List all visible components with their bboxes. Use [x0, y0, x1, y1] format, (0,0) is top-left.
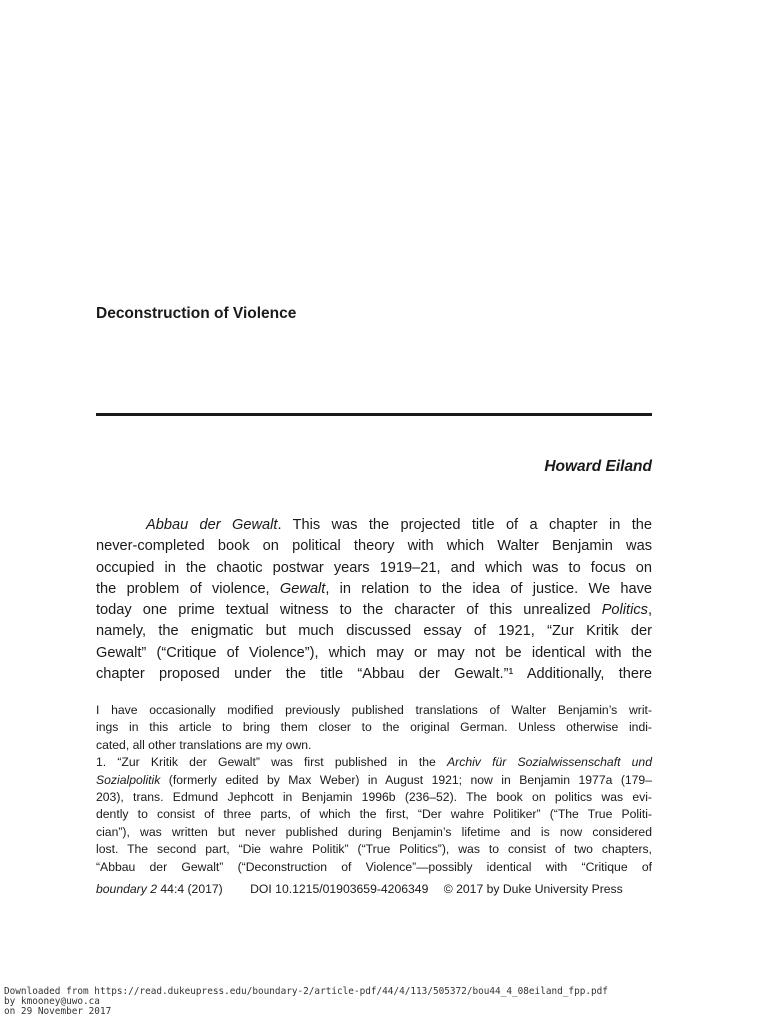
note-line — [96, 841, 652, 858]
text-run: , — [647, 602, 652, 619]
download-url-line: Downloaded from https://read.dukeupress.edu/boundary-2/article-pdf/44/4/113/505372/bou44_4_08eiland_fpp.pdf — [4, 986, 608, 997]
text-run: 203), trans. Edmund Jephcott in Benjamin 1996b (236–52). The book on politics was evi- — [96, 790, 652, 805]
doi-text: DOI 10.1215/01903659-4206349 — [250, 882, 429, 896]
text-run: Sozialpolitik — [96, 772, 161, 787]
journal-footer — [96, 882, 635, 896]
text-run: Abbau der Gewalt — [146, 517, 278, 533]
body-line — [96, 558, 652, 579]
footnotes — [96, 702, 652, 876]
text-run: Politics — [601, 602, 648, 619]
text-run: lost. The second part, “Die wahre Politik” (“True Politics”), was to consist of two chapters, — [96, 842, 652, 857]
body-line — [96, 536, 652, 557]
author-name: Howard Eiland — [544, 458, 652, 475]
text-run: , in relation to the idea of justice. We have — [325, 580, 652, 597]
note-line — [96, 859, 652, 876]
note-line — [96, 772, 652, 789]
text-run: Gewalt” (“Critique of Violence”), which may or may not be identical with the — [96, 644, 652, 661]
note-line — [96, 719, 652, 736]
download-date-line: on 29 November 2017 — [4, 1006, 112, 1018]
text-run: chapter proposed under the title “Abbau der Gewalt.”¹ Additionally, there — [96, 666, 652, 683]
title-rule — [96, 413, 652, 416]
note-line — [96, 806, 652, 823]
download-user-line: by kmooney@uwo.ca — [4, 996, 100, 1008]
body-line — [96, 600, 652, 621]
text-run: . This was the projected title of a chapter in the — [277, 517, 652, 533]
body-line — [96, 643, 652, 664]
text-run: I have occasionally modified previously published translations of Walter Benjamin’s writ- — [96, 703, 652, 717]
text-run: never-completed book on political theory with which Walter Benjamin was — [96, 538, 652, 555]
text-run: Archiv für Sozialwissenschaft und — [447, 755, 652, 770]
note-line — [96, 824, 652, 841]
text-run: ings in this article to bring them closer to the original German. Unless otherwise indi- — [96, 720, 652, 735]
text-run: cated, all other translations are my own. — [96, 737, 312, 752]
text-run: 1. “Zur Kritik der Gewalt” was first published in the — [96, 755, 448, 770]
text-run: occupied in the chaotic postwar years 1919–21, and which was to focus on — [96, 559, 652, 576]
text-run: today one prime textual witness to the character of this unrealized — [96, 602, 602, 619]
text-run: (formerly edited by Max Weber) in August 1921; now in Benjamin 1977a (179– — [160, 772, 652, 787]
journal-issue: 44:4 (2017) — [157, 882, 223, 896]
note-line — [96, 702, 652, 719]
text-run: Gewalt — [279, 580, 326, 597]
note-line — [96, 737, 652, 754]
body-line — [96, 621, 652, 642]
article-title: Deconstruction of Violence — [96, 305, 297, 322]
text-run: dently to consist of three parts, of which the first, “Der wahre Politiker” (“The True Politi- — [96, 807, 652, 822]
copyright-text: © 2017 by Duke University Press — [443, 882, 623, 896]
body-paragraph — [96, 515, 652, 685]
note-line — [96, 754, 652, 771]
body-line — [96, 579, 652, 600]
note-line — [96, 789, 652, 806]
body-line — [96, 664, 652, 685]
text-run: “Abbau der Gewalt” (“Deconstruction of Violence”—possibly identical with “Critique of — [96, 859, 652, 874]
download-watermark — [4, 987, 608, 1018]
text-run: the problem of violence, — [96, 580, 280, 597]
text-run: cian”), was written but never published during Benjamin’s lifetime and is now considered — [96, 824, 652, 839]
text-run: namely, the enigmatic but much discussed essay of 1921, “Zur Kritik der — [96, 623, 652, 640]
body-line — [96, 515, 652, 536]
journal-name: boundary 2 — [96, 882, 157, 896]
